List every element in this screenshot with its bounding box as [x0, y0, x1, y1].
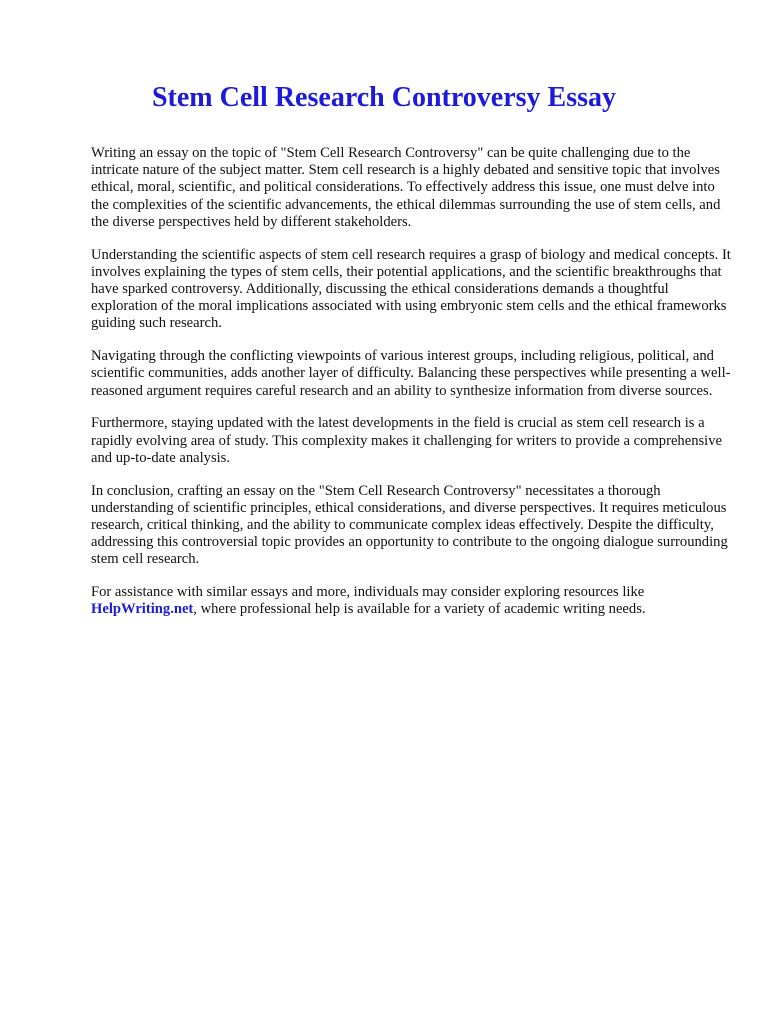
page-title: Stem Cell Research Controversy Essay — [151, 82, 616, 113]
helpwriting-link[interactable]: HelpWriting.net — [91, 601, 194, 618]
paragraph-3: Navigating through the conflicting viewpoints of various interest groups, including religious, political, and scientific communities, adds another layer of difficulty. Balancing these perspectives while presenting a well-reasoned argument requires careful research and an ability to synthesize information from diverse sources. — [91, 348, 731, 399]
closing-text-after-link: , where professional help is available for a variety of academic writing needs. — [193, 601, 646, 618]
paragraph-1: Writing an essay on the topic of "Stem Cell Research Controversy" can be quite challenging due to the intricate nature of the subject matter. Stem cell research is a highly debated and sensitive topic that involves ethical, moral, scientific, and political considerations. To effectively address this issue, one must delve into the complexities of the scientific advancements, the ethical dilemmas surrounding the use of stem cells, and the diverse perspectives held by different stakeholders. — [91, 145, 721, 230]
paragraph-5: In conclusion, crafting an essay on the "Stem Cell Research Controversy" necessitates a thorough understanding of scientific principles, ethical considerations, and diverse perspectives. It requires meticulous research, critical thinking, and the ability to communicate complex ideas effectively. Despite the difficulty, addressing this controversial topic provides an opportunity to contribute to the ongoing dialogue surrounding stem cell research. — [91, 482, 728, 568]
closing-text-before-link: For assistance with similar essays and more, individuals may consider exploring resources like — [91, 584, 645, 601]
closing-paragraph — [91, 584, 731, 618]
paragraph-4: Furthermore, staying updated with the latest developments in the field is crucial as stem cell research is a rapidly evolving area of study. This complexity makes it challenging for writers to provide a comprehensive and up-to-date analysis. — [91, 415, 723, 466]
paragraph-2: Understanding the scientific aspects of stem cell research requires a grasp of biology and medical concepts. It involves explaining the types of stem cells, their potential applications, and the scientific breakthroughs that have sparked controversy. Additionally, discussing the ethical considerations demands a thoughtful exploration of the moral implications associated with using embryonic stem cells and the ethical frameworks guiding such research. — [91, 246, 731, 332]
document-body — [91, 145, 731, 634]
